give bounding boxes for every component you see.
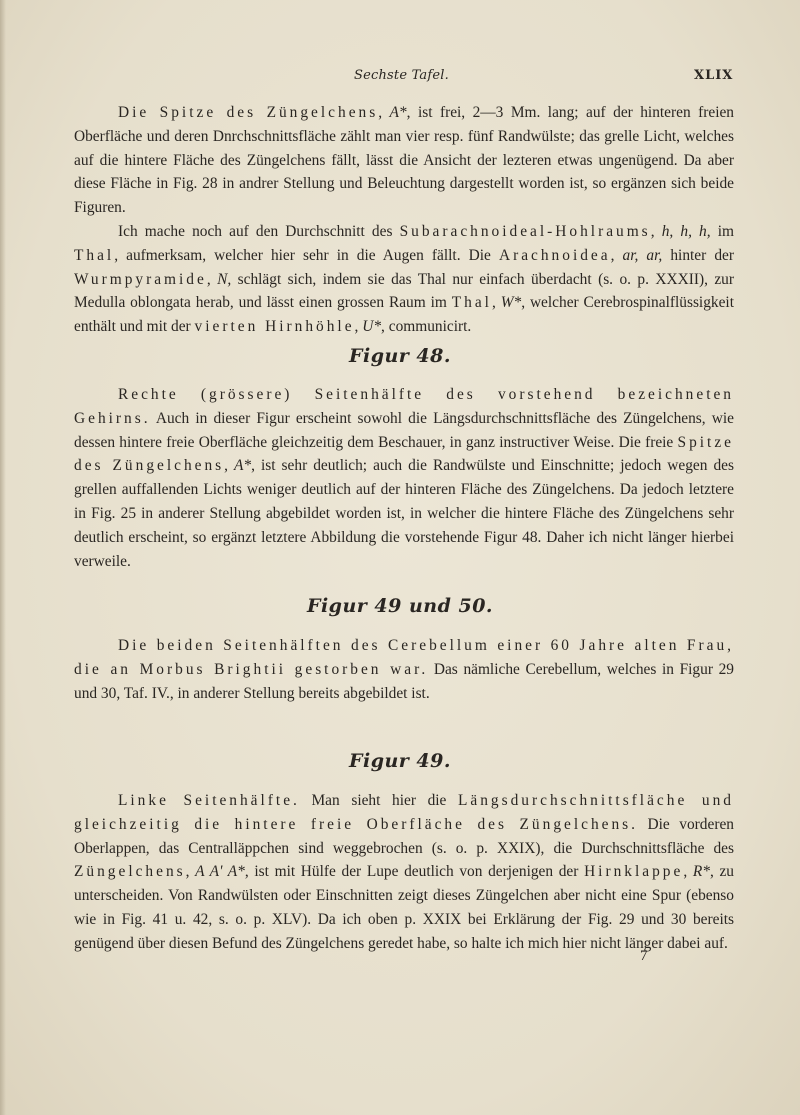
figure-49-50-heading: Figur 49 und 50.: [306, 595, 494, 617]
figure-49-section: [74, 789, 734, 956]
page-header: [0, 68, 800, 90]
figure-49-heading: Figur 49.: [349, 750, 451, 772]
page-edge-shadow: [0, 0, 6, 1115]
folio-number: 7: [640, 948, 648, 964]
paragraph-zuengelchen-spitze: Die Spitze des Züngelchens, A*, ist frei, 2—3 Mm. lang; auf der hinteren freien Oberfläche und deren Dnrchschnittsfläche zählt man vier resp. fünf Randwülste; das grelle Licht, welches auf die hintere Fläche des Züngelchens fällt, lässt die Ansicht der lezteren etwas ungenügend. Da aber diese Fläche in Fig. 28 in andrer Stellung und Beleuchtung dargestellt worden ist, so ergänzen sich beide Figuren.: [74, 104, 734, 217]
running-title: Sechste Tafel.: [354, 68, 449, 83]
paragraph-figure-48: Rechte (grössere) Seitenhälfte des vorstehend bezeichneten Gehirns. Auch in dieser Figur erscheint sowohl die Längsdurchschnittsfläche des Züngelchens, wie dessen hintere freie Oberfläche gleichzeitig dem Beschauer, in ganz instructiver Weise. Die freie Spitze des Züngelchens, A*, ist sehr deutlich; auch die Randwülste und Einschnitte; jedoch wegen des grellen auffallenden Lichts weniger deutlich auf der hinteren Fläche des Züngelchens. Da jedoch letztere in Fig. 25 in anderer Stellung abgebildet worden ist, in welcher die hintere Fläche des Züngelchens sehr deutlich erscheint, so ergänzt letztere Abbildung die vorstehende Figur 48. Daher ich nicht länger hierbei verweile.: [74, 386, 734, 570]
figure-49-50-section: [74, 634, 734, 705]
figure-48-heading: Figur 48.: [349, 345, 451, 367]
paragraph-figure-49: Linke Seitenhälfte. Man sieht hier die Längsdurchschnittsfläche und gleichzeitig die hintere freie Oberfläche des Züngelchens. Die vorderen Oberlappen, das Centralläppchen sind weggebrochen (s. o. p. XXIX), die Durchschnittsfläche des Züngelchens, A A' A*, ist mit Hülfe der Lupe deutlich von derjenigen der Hirnklappe, R*, zu unterscheiden. Von Randwülsten oder Einschnitten zeigt dieses Züngelchen aber nicht eine Spur (ebenso wie in Fig. 41 u. 42, s. o. p. XLV). Da ich oben p. XXIX bei Erklärung der Fig. 29 und 30 bereits genügend über diesen Befund des Züngelchens geredet habe, so halte ich mich hier nicht länger dabei auf.: [74, 792, 734, 952]
paragraph-figure-49-50: Die beiden Seitenhälften des Cerebellum einer 60 Jahre alten Frau, die an Morbus Brightii gestorben war. Das nämliche Cerebellum, welches in Figur 29 und 30, Taf. IV., in anderer Stellung bereits abgebildet ist.: [74, 637, 734, 702]
page-number: XLIX: [694, 68, 734, 83]
intro-section: [74, 101, 734, 339]
paragraph-subarachnoideal: Ich mache noch auf den Durchschnitt des Subarachnoideal-Hohlraums, h, h, h, im Thal, aufmerksam, welcher hier sehr in die Augen fällt. Die Arachnoidea, ar, ar, hinter der Wurmpyramide, N, schlägt sich, indem sie das Thal nur einfach überdacht (s. o. p. XXXII), zur Medulla oblongata herab, und lässt einen grossen Raum im Thal, W*, welcher Cerebrospinalflüssigkeit enthält und mit der vierten Hirnhöhle, U*, communicirt.: [74, 222, 734, 336]
figure-48-section: [74, 383, 734, 573]
